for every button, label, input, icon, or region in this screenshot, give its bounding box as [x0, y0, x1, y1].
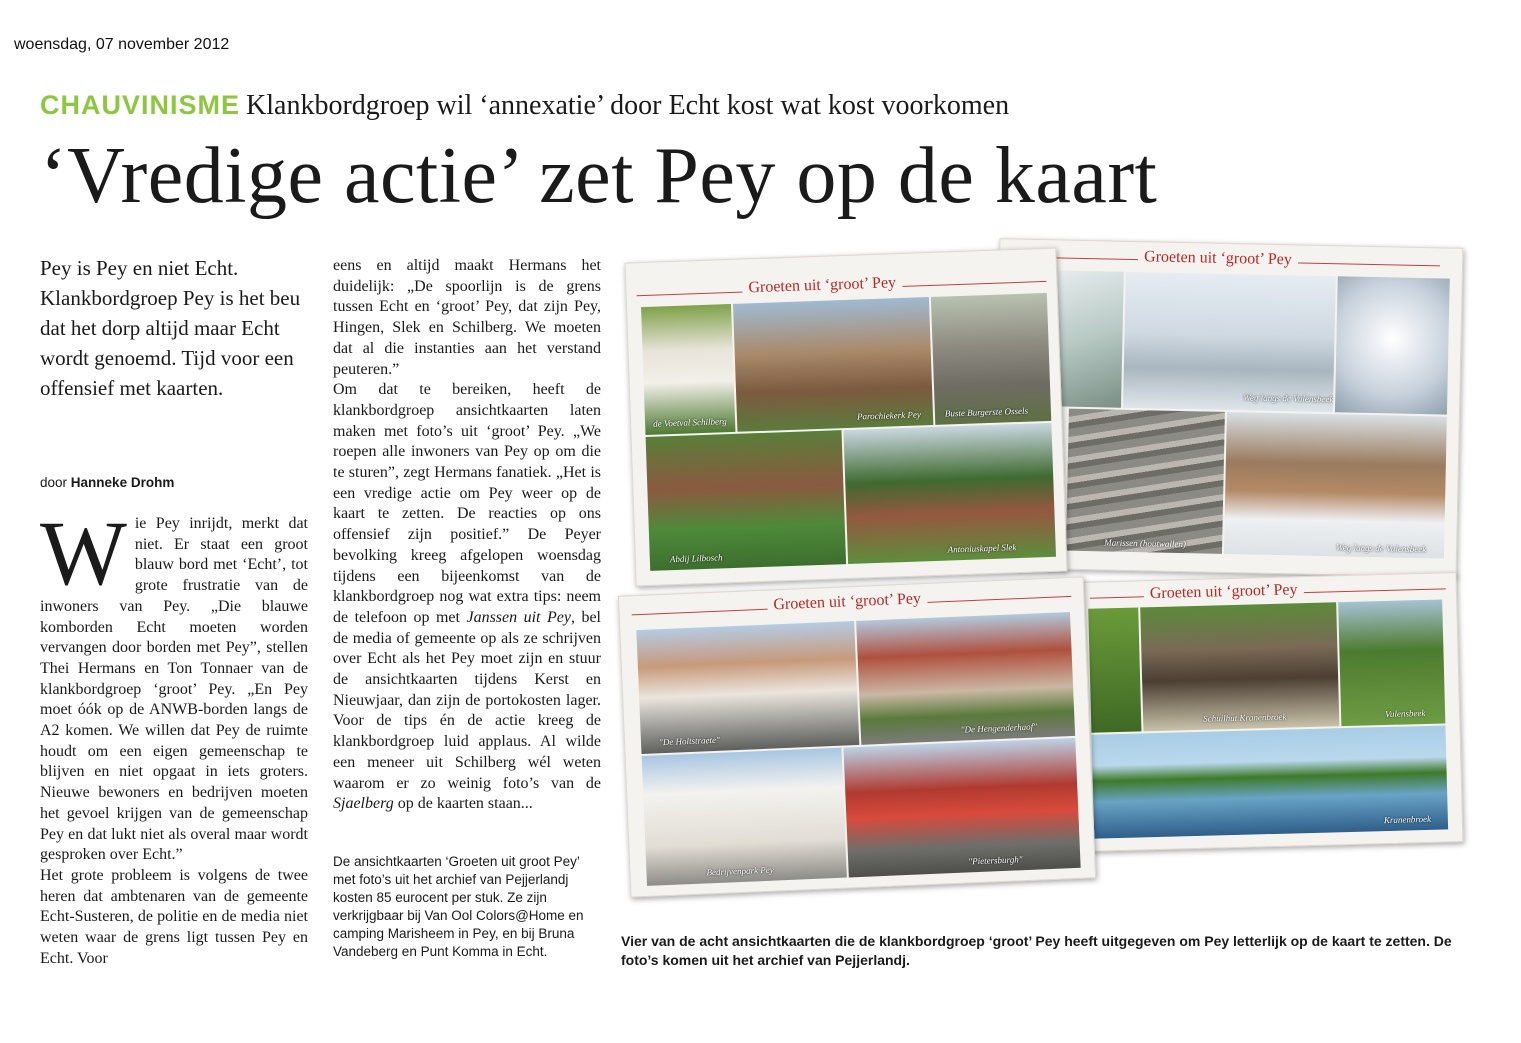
photo-label: Bedrijvenpark Pey	[706, 864, 774, 878]
postcard-buildings	[624, 248, 1067, 587]
byline-prefix: door	[40, 475, 68, 490]
intro-paragraph: Pey is Pey en niet Echt. Klankbordgroep Pey is het beu dat het dorp altijd maar Echt wordt genoemd. Tijd voor een offensief met kaarten.	[40, 256, 301, 400]
body-text: , bel de media of gemeente op als ze schrijven over Echt als het Pey moet zijn en stuur de ansichtkaarten tijdens Kerst en Nieuwjaar, dan zijn de portokosten lager. Voor de tips én de actie kreeg de klankbordgroep luid applaus. Al wilde een meneer uit Schilberg wél weten waarom er zo weinig foto’s van de	[333, 608, 602, 792]
body-text: Om dat te bereiken, heeft de klankbordgroep ansichtkaarten laten maken met foto’s uit ‘groot’ Pey. „We roepen alle inwoners van Pey op om die te sturen”, zegt Hermans fanatiek. „Het is een vredige actie om Pey weer op de kaart te zetten. De reacties op ons offensief zijn positief.” De Peyer bevolking kreeg afgelopen woensdag tijdens een bijeenkomst van de klankbordgroep nog wat extra tips: neem de telefoon op met	[333, 381, 601, 626]
photo-pietersburgh	[843, 738, 1080, 878]
photo-antonius-chapel	[843, 423, 1056, 564]
dropcap: W	[40, 502, 127, 604]
postcard-title: Groeten uit ‘groot’ Pey	[1138, 248, 1298, 269]
photo-business-park	[642, 748, 847, 886]
photo-label: Abdij Lilbosch	[669, 552, 723, 565]
photo-hengenderhaof	[856, 612, 1075, 745]
body-paragraph-4	[333, 381, 601, 812]
postcard-title: Groeten uit ‘groot’ Pey	[1144, 581, 1304, 603]
kicker-line	[40, 90, 1009, 122]
photo-wood-pile	[1066, 409, 1225, 554]
body-paragraph-1: ie Pey inrijdt, merkt dat niet. Er staat een groot blauw bord met ‘Echt’, tot grote frustratie van de inwoners van Pey. „Die blauwe komborden Echt moeten worden vervangen door borden met Pey”, stellen Thei Hermans en Ton Tonnaer van de klankbordgroep ‘groot’ Pey. „En Pey moet óók op de ANWB-borden langs de A2 komen. We willen dat Pey de ruimte houdt om een eigen gemeenschap te blijven en niet opgaat in iets groters. Nieuwe bewoners en bedrijven moeten het gevoel krijgen van de gemeenschap Pey en dat lukt niet als overal maar wordt gesproken over Echt.”	[40, 515, 308, 864]
photo-road-winter	[1123, 272, 1336, 412]
postcard-streets	[618, 576, 1096, 897]
photo-label: "De Hengenderhaof"	[960, 721, 1038, 735]
photo-iris-plants	[1088, 607, 1141, 732]
photo-autumn-snow-road	[1224, 412, 1447, 559]
photo-label: "De Holtstraete"	[658, 734, 721, 748]
postcard-nature	[1079, 572, 1464, 852]
photo-lake	[1092, 725, 1449, 838]
photo-label: Buste Burgerste Ossels	[944, 405, 1029, 419]
kicker-label: CHAUVINISME	[40, 90, 241, 120]
photo-caption: Vier van de acht ansichtkaarten die de klankbordgroep ‘groot’ Pey heeft uitgegeven om Pey letterlijk op de kaart te zetten. De foto’s komen uit het archief van Pejjerlandj.	[621, 933, 1452, 968]
article-column-2	[333, 256, 601, 815]
article-column-1	[40, 502, 308, 969]
photo-label: Vulensbeek	[1384, 707, 1426, 720]
photo-label: Kranenbroek	[1383, 813, 1432, 826]
photo-label: Parochiekerk Pey	[856, 409, 922, 422]
photo-label: Antoniuskapel Slek	[947, 542, 1017, 555]
photo-holtstraete	[636, 621, 859, 754]
body-emphasis: Sjaelberg	[333, 795, 394, 813]
kicker-text: Klankbordgroep wil ‘annexatie’ door Echt kost wat kost voorkomen	[246, 90, 1010, 121]
postcard-title: Groeten uit ‘groot’ Pey	[767, 590, 927, 615]
photo-label: de Voetval Schilberg	[652, 416, 727, 429]
photo-shelter-hut	[1140, 602, 1339, 731]
headline: ‘Vredige actie’ zet Pey op de kaart	[40, 132, 1158, 220]
byline-author: Hanneke Drohm	[70, 475, 175, 490]
postcard-title: Groeten uit ‘groot’ Pey	[742, 274, 902, 298]
photo-label: Weg langs de Vulensbeek	[1336, 542, 1427, 555]
photo-snow-tree	[1335, 276, 1450, 414]
photo-bust	[931, 293, 1051, 425]
page-date: woensdag, 07 november 2012	[14, 36, 230, 53]
photo-label: Marissen (houtwallen)	[1104, 537, 1186, 550]
photo-label: Schuilhut Kranenbroek	[1203, 711, 1287, 724]
photo-label: "Pietersburgh"	[968, 854, 1023, 867]
body-paragraph-3: eens en altijd maakt Hermans het duidelijk: „De spoorlijn is de grens tussen Echt en ‘groot’ Pey, dat zijn Pey, Hingen, Slek en Schilberg. We moeten dat al die instanties aan het verstand peuteren.”	[333, 257, 601, 378]
photo-stream	[1338, 599, 1445, 726]
photo-church	[733, 297, 933, 432]
photo-chapel	[641, 304, 735, 435]
body-text: op de kaarten staan...	[393, 795, 533, 813]
photo-label: Weg langs de Vulensbeek	[1243, 392, 1334, 405]
body-paragraph-2: Het grote probleem is volgens de twee heren dat ambtenaren van de gemeente Echt-Susteren, de politie en de media niet weten waar de grens ligt tussen Pey en Echt. Voor	[40, 866, 308, 967]
body-emphasis: Janssen uit Pey	[466, 608, 571, 626]
info-box: De ansichtkaarten ‘Groeten uit groot Pey’ met foto’s uit het archief van Pejjerlandj kosten 85 eurocent per stuk. Ze zijn verkrijgbaar bij Van Ool Colors@Home en camping Marisheem in Pey, en bij Bruna Vandeberg en Punt Komma in Echt.	[333, 854, 584, 959]
photo-abbey	[646, 430, 847, 571]
byline	[40, 475, 174, 490]
